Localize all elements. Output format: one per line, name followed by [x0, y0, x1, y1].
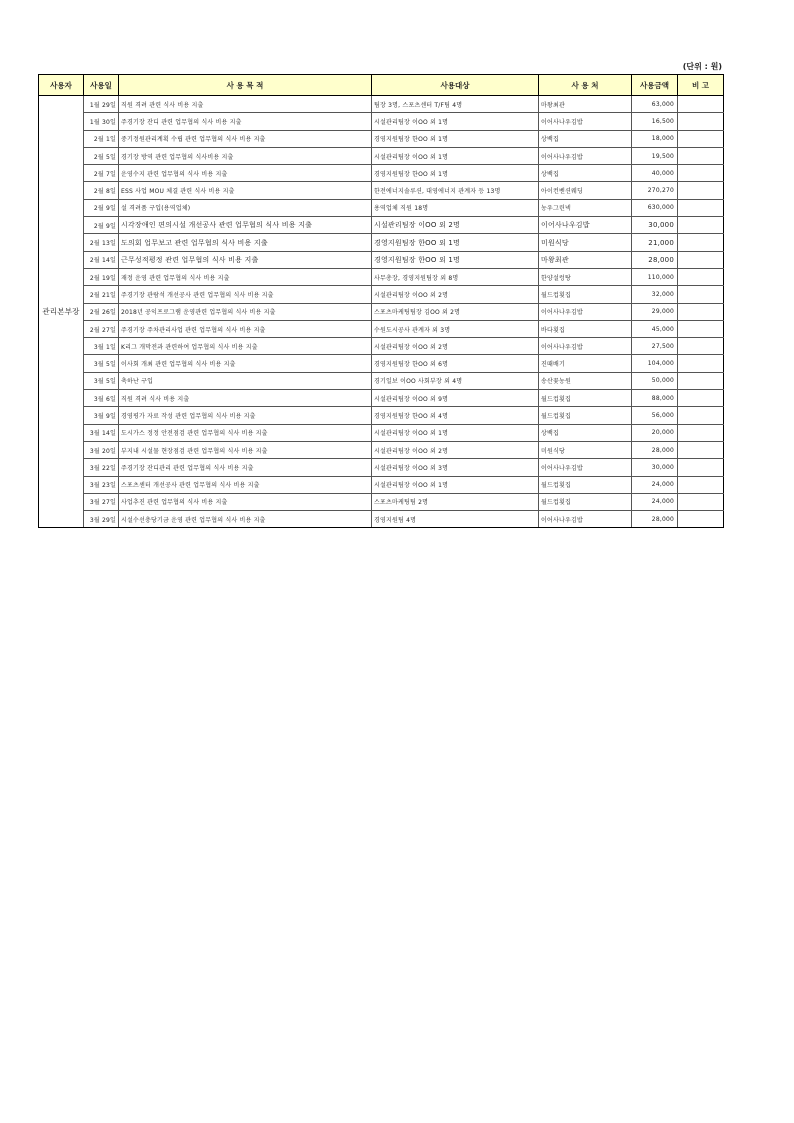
purpose-cell: 주경기장 잔디관리 관련 업무협의 식사 비용 지출	[119, 459, 372, 476]
note-cell	[678, 286, 724, 303]
amount-cell: 20,000	[632, 424, 678, 441]
note-cell	[678, 96, 724, 113]
target-cell: 팀장 3명, 스포츠센터 T/F팀 4명	[372, 96, 539, 113]
header-note: 비 고	[678, 75, 724, 96]
amount-cell: 28,000	[632, 441, 678, 458]
amount-cell: 270,270	[632, 182, 678, 199]
target-cell: 시설관리팀장 이OO 외 2명	[372, 338, 539, 355]
place-cell: 이어사나우김밥	[539, 338, 632, 355]
purpose-cell: 도시가스 정정 안전점검 관련 업무협의 식사 비용 지출	[119, 424, 372, 441]
target-cell: 사무총장, 경영지원팀장 외 8명	[372, 268, 539, 285]
table-row	[39, 424, 724, 441]
purpose-cell: 직원 격려 관련 식사 비용 지출	[119, 96, 372, 113]
target-cell: 경영지원팀장 한OO 외 4명	[372, 407, 539, 424]
note-cell	[678, 493, 724, 510]
header-place: 사 용 처	[539, 75, 632, 96]
header-date: 사용일	[84, 75, 119, 96]
place-cell: 상백집	[539, 130, 632, 147]
date-cell: 3월 29일	[84, 511, 119, 528]
place-cell: 마왕최관	[539, 251, 632, 268]
date-cell: 3월 27일	[84, 493, 119, 510]
table-row	[39, 407, 724, 424]
table-row	[39, 355, 724, 372]
table-row	[39, 234, 724, 251]
table-row	[39, 320, 724, 337]
place-cell: 월드컵횟집	[539, 286, 632, 303]
note-cell	[678, 424, 724, 441]
amount-cell: 27,500	[632, 338, 678, 355]
note-cell	[678, 372, 724, 389]
purpose-cell: 이사회 개최 관련 업무협의 식사 비용 지출	[119, 355, 372, 372]
note-cell	[678, 320, 724, 337]
table-row	[39, 286, 724, 303]
place-cell: 송산꽃농원	[539, 372, 632, 389]
table-row	[39, 372, 724, 389]
amount-cell: 63,000	[632, 96, 678, 113]
amount-cell: 30,000	[632, 459, 678, 476]
table-row	[39, 390, 724, 407]
amount-cell: 45,000	[632, 320, 678, 337]
target-cell: 시설관리팀장 이OO 외 1명	[372, 147, 539, 164]
amount-cell: 21,000	[632, 234, 678, 251]
date-cell: 2월 9일	[84, 199, 119, 216]
target-cell: 한전에너지솔루션, 대영에너지 관계자 등 13명	[372, 182, 539, 199]
purpose-cell: 직원 격려 식사 비용 지출	[119, 390, 372, 407]
purpose-cell: 경영평가 자료 작성 관련 업무협의 식사 비용 지출	[119, 407, 372, 424]
place-cell: 이어사나우김밥	[539, 147, 632, 164]
target-cell: 시설관리팀장 이OO 외 2명	[372, 286, 539, 303]
place-cell: 이어사나우김밥	[539, 113, 632, 130]
table-row	[39, 113, 724, 130]
target-cell: 스포츠마케팅팀장 김OO 외 2명	[372, 303, 539, 320]
target-cell: 시설관리팀장 이OO 외 2명	[372, 441, 539, 458]
date-cell: 3월 1일	[84, 338, 119, 355]
user-cell: 관리본부장	[39, 96, 84, 528]
place-cell: 이어사나우김밥	[539, 303, 632, 320]
purpose-cell: 재정 운영 관련 업무협의 식사 비용 지출	[119, 268, 372, 285]
note-cell	[678, 113, 724, 130]
amount-cell: 88,000	[632, 390, 678, 407]
note-cell	[678, 268, 724, 285]
table-body	[39, 96, 724, 528]
amount-cell: 30,000	[632, 217, 678, 234]
amount-cell: 630,000	[632, 199, 678, 216]
table-row	[39, 96, 724, 113]
note-cell	[678, 355, 724, 372]
amount-cell: 24,000	[632, 493, 678, 510]
date-cell: 3월 14일	[84, 424, 119, 441]
date-cell: 2월 7일	[84, 165, 119, 182]
unit-label: (단위 : 원)	[682, 62, 722, 71]
amount-cell: 40,000	[632, 165, 678, 182]
purpose-cell: 2018년 공익프로그램 운영관련 업무협의 식사 비용 지출	[119, 303, 372, 320]
amount-cell: 24,000	[632, 476, 678, 493]
table-row	[39, 493, 724, 510]
note-cell	[678, 251, 724, 268]
amount-cell: 110,000	[632, 268, 678, 285]
target-cell: 경영지원팀 4명	[372, 511, 539, 528]
note-cell	[678, 390, 724, 407]
purpose-cell: 근무성적평정 관련 업무협의 식사 비용 지출	[119, 251, 372, 268]
place-cell: 미원식당	[539, 441, 632, 458]
target-cell: 경영지원팀장 한OO 외 1명	[372, 130, 539, 147]
purpose-cell: 시설수선충당기금 운영 관련 업무협의 식사 비용 지출	[119, 511, 372, 528]
header-target: 사용대상	[372, 75, 539, 96]
note-cell	[678, 338, 724, 355]
date-cell: 3월 9일	[84, 407, 119, 424]
target-cell: 수원도시공사 관계자 외 3명	[372, 320, 539, 337]
place-cell: 농우그린넥	[539, 199, 632, 216]
amount-cell: 56,000	[632, 407, 678, 424]
place-cell: 바다횟집	[539, 320, 632, 337]
place-cell: 상백집	[539, 165, 632, 182]
date-cell: 2월 19일	[84, 268, 119, 285]
table-row	[39, 459, 724, 476]
table-row	[39, 511, 724, 528]
purpose-cell: 설 격려품 구입(용역업체)	[119, 199, 372, 216]
target-cell: 경영지원팀장 한OO 외 6명	[372, 355, 539, 372]
note-cell	[678, 303, 724, 320]
table-row	[39, 338, 724, 355]
header-row	[39, 75, 724, 96]
table-row	[39, 441, 724, 458]
note-cell	[678, 130, 724, 147]
date-cell: 3월 22일	[84, 459, 119, 476]
note-cell	[678, 511, 724, 528]
purpose-cell: 축하난 구입	[119, 372, 372, 389]
target-cell: 시설관리팀장 이OO 외 1명	[372, 113, 539, 130]
date-cell: 2월 14일	[84, 251, 119, 268]
place-cell: 아이컨벤션웨딩	[539, 182, 632, 199]
target-cell: 시설관리팀장 이OO 외 9명	[372, 390, 539, 407]
note-cell	[678, 459, 724, 476]
header-user: 사용자	[39, 75, 84, 96]
amount-cell: 19,500	[632, 147, 678, 164]
table-row	[39, 476, 724, 493]
table-row	[39, 147, 724, 164]
place-cell: 진때배기	[539, 355, 632, 372]
date-cell: 2월 5일	[84, 147, 119, 164]
date-cell: 3월 23일	[84, 476, 119, 493]
target-cell: 시설관리팀장 이OO 외 1명	[372, 476, 539, 493]
place-cell: 이어사나우김밥	[539, 217, 632, 234]
date-cell: 1월 30일	[84, 113, 119, 130]
table-row	[39, 165, 724, 182]
expense-table	[38, 74, 724, 528]
target-cell: 시설관리팀장 이OO 외 1명	[372, 424, 539, 441]
amount-cell: 28,000	[632, 251, 678, 268]
place-cell: 월드컵횟집	[539, 390, 632, 407]
note-cell	[678, 199, 724, 216]
target-cell: 시설관리팀장 이OO 외 2명	[372, 217, 539, 234]
date-cell: 2월 21일	[84, 286, 119, 303]
amount-cell: 104,000	[632, 355, 678, 372]
date-cell: 2월 13일	[84, 234, 119, 251]
amount-cell: 18,000	[632, 130, 678, 147]
header-purpose: 사 용 목 적	[119, 75, 372, 96]
note-cell	[678, 182, 724, 199]
note-cell	[678, 441, 724, 458]
note-cell	[678, 165, 724, 182]
purpose-cell: 주경기장 관람석 개선공사 관련 업무협의 식사 비용 지출	[119, 286, 372, 303]
place-cell: 미원식당	[539, 234, 632, 251]
header-amount: 사용금액	[632, 75, 678, 96]
purpose-cell: 스포츠센터 개선공사 관련 업무협의 식사 비용 지출	[119, 476, 372, 493]
purpose-cell: 주경기장 주차관리사업 관련 업무협의 식사 비용 지출	[119, 320, 372, 337]
note-cell	[678, 476, 724, 493]
amount-cell: 28,000	[632, 511, 678, 528]
purpose-cell: 시각장애인 편의시설 개선공사 관련 업무협의 식사 비용 지출	[119, 217, 372, 234]
table-row	[39, 303, 724, 320]
date-cell: 2월 9일	[84, 217, 119, 234]
date-cell: 1월 29일	[84, 96, 119, 113]
purpose-cell: 도의회 업무보고 관련 업무협의 식사 비용 지출	[119, 234, 372, 251]
table-row	[39, 182, 724, 199]
note-cell	[678, 407, 724, 424]
amount-cell: 16,500	[632, 113, 678, 130]
purpose-cell: 부지내 시설물 현장점검 관련 업무협의 식사 비용 지출	[119, 441, 372, 458]
purpose-cell: 경기장 방역 관련 업무협의 식사비용 지출	[119, 147, 372, 164]
target-cell: 스포츠마케팅팀 2명	[372, 493, 539, 510]
date-cell: 3월 5일	[84, 355, 119, 372]
place-cell: 상백집	[539, 424, 632, 441]
date-cell: 3월 5일	[84, 372, 119, 389]
table-row	[39, 251, 724, 268]
place-cell: 월드컵횟집	[539, 476, 632, 493]
table-row	[39, 268, 724, 285]
place-cell: 마왕최관	[539, 96, 632, 113]
target-cell: 용역업체 직원 18명	[372, 199, 539, 216]
target-cell: 시설관리팀장 이OO 외 3명	[372, 459, 539, 476]
table-row	[39, 199, 724, 216]
date-cell: 2월 8일	[84, 182, 119, 199]
table-row	[39, 217, 724, 234]
place-cell: 월드컵횟집	[539, 407, 632, 424]
note-cell	[678, 147, 724, 164]
target-cell: 경영지원팀장 한OO 외 1명	[372, 165, 539, 182]
note-cell	[678, 234, 724, 251]
purpose-cell: ESS 사업 MOU 체결 관련 식사 비용 지출	[119, 182, 372, 199]
purpose-cell: K리그 개막전과 관련하여 업무협의 식사 비용 지출	[119, 338, 372, 355]
date-cell: 3월 6일	[84, 390, 119, 407]
table-row	[39, 130, 724, 147]
place-cell: 이어사나우김밥	[539, 459, 632, 476]
target-cell: 경영지원팀장 한OO 외 1명	[372, 251, 539, 268]
target-cell: 경기일보 이OO 사회부장 외 4명	[372, 372, 539, 389]
date-cell: 2월 27일	[84, 320, 119, 337]
note-cell	[678, 217, 724, 234]
date-cell: 3월 20일	[84, 441, 119, 458]
purpose-cell: 주경기장 잔디 관련 업무협의 식사 비용 지출	[119, 113, 372, 130]
purpose-cell: 운영수지 관련 업무협의 식사 비용 지출	[119, 165, 372, 182]
place-cell: 이어사나우김밥	[539, 511, 632, 528]
amount-cell: 50,000	[632, 372, 678, 389]
date-cell: 2월 1일	[84, 130, 119, 147]
target-cell: 경영지원팀장 한OO 외 1명	[372, 234, 539, 251]
place-cell: 한양설렁탕	[539, 268, 632, 285]
date-cell: 2월 26일	[84, 303, 119, 320]
purpose-cell: 중기정원관리계획 수립 관련 업무협의 식사 비용 지출	[119, 130, 372, 147]
purpose-cell: 사업추진 관련 업무협의 식사 비용 지출	[119, 493, 372, 510]
amount-cell: 29,000	[632, 303, 678, 320]
place-cell: 월드컵횟집	[539, 493, 632, 510]
amount-cell: 32,000	[632, 286, 678, 303]
